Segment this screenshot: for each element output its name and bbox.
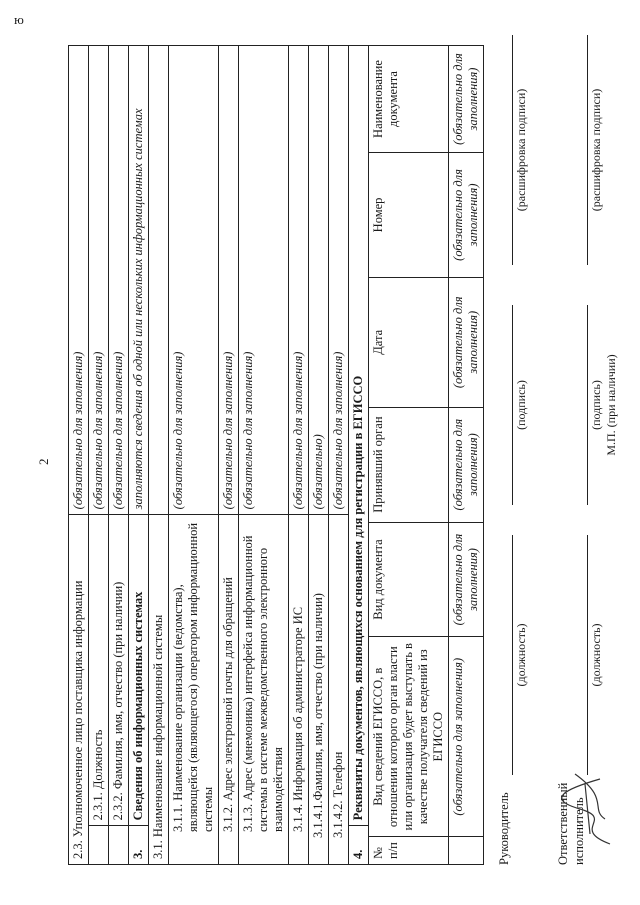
fill-cell: (обязательно для заполнения) — [449, 407, 484, 522]
section-4-number: 4. — [349, 826, 369, 865]
exec-caption-stamp: М.П. (при наличии) — [604, 354, 618, 456]
form-document — [68, 45, 484, 865]
row-3-1-4-1-value: (обязательно) — [309, 46, 329, 515]
col-header: Дата — [369, 277, 449, 407]
section-3-title: Сведения об информационных системах — [129, 515, 149, 826]
table-row — [129, 46, 149, 865]
head-position-line — [512, 535, 513, 775]
row-3-1-4-value: (обязательно для заполнения) — [289, 46, 309, 515]
row-2-3-value: (обязательно для заполнения) — [69, 46, 89, 515]
fill-cell: (обязательно для заполнения) — [449, 637, 484, 837]
table-row — [239, 46, 289, 865]
row-3-1-2-label: 3.1.2. Адрес электронной почты для обращений — [219, 515, 239, 865]
table-row — [109, 46, 129, 865]
table-row — [349, 46, 369, 865]
fill-cell: (обязательно для заполнения) — [449, 153, 484, 278]
head-decoding-line — [512, 35, 513, 265]
table-row — [219, 46, 239, 865]
exec-label-line1: Ответственный — [556, 782, 570, 865]
exec-decoding-line — [587, 35, 588, 265]
row-3-1-3-label: 3.1.3. Адрес (мнемоника) интерфейса информационной системы в системе межведомственного электронного взаимодействия — [239, 515, 289, 865]
row-3-1-4-2-value: (обязательно для заполнения) — [329, 46, 349, 515]
fill-row — [449, 46, 484, 865]
fill-cell: (обязательно для заполнения) — [449, 522, 484, 637]
row-2-3-1-label: 2.3.1. Должность — [89, 515, 109, 826]
section-3-number: 3. — [129, 826, 149, 865]
exec-label-line2: исполнитель — [572, 797, 586, 865]
row-2-3-2-label: 2.3.2. Фамилия, имя, отчество (при наличии) — [109, 515, 129, 826]
row-3-1-4-2-label: 3.1.4.2. Телефон — [329, 515, 349, 865]
exec-caption-signature: (подпись) — [589, 380, 603, 430]
row-3-1-1-value: (обязательно для заполнения) — [169, 46, 219, 515]
page-number: 2 — [36, 458, 51, 465]
head-signature-line — [512, 305, 513, 505]
row-3-1-2-value: (обязательно для заполнения) — [219, 46, 239, 515]
table-row — [329, 46, 349, 865]
row-3-1-label: 3.1. Наименование информационной системы — [149, 515, 169, 865]
col-header: Наименование документа — [369, 46, 449, 153]
form-table — [68, 45, 369, 865]
row-3-1-3-value: (обязательно для заполнения) — [239, 46, 289, 515]
table-row — [69, 46, 89, 865]
col-header: Вид сведений ЕГИССО, в отношении которого орган власти или организация будет выступать в качестве получателя сведений из ЕГИССО — [369, 637, 449, 837]
fill-cell: (обязательно для заполнения) — [449, 46, 484, 153]
row-2-3-1-value: (обязательно для заполнения) — [89, 46, 109, 515]
row-2-3-label: 2.3. Уполномоченное лицо поставщика информации — [69, 515, 89, 865]
col-header: Вид документа — [369, 522, 449, 637]
col-header: Принявший орган — [369, 407, 449, 522]
exec-position-line — [587, 535, 588, 775]
header-row — [369, 46, 449, 865]
row-3-1-4-label: 3.1.4. Информация об администраторе ИС — [289, 515, 309, 865]
table-row — [89, 46, 109, 865]
head-caption-position: (должность) — [514, 623, 528, 687]
exec-caption-decoding: (расшифровка подписи) — [589, 88, 603, 212]
fill-cell: (обязательно для заполнения) — [449, 277, 484, 407]
head-caption-decoding: (расшифровка подписи) — [514, 88, 528, 212]
section-4-title: Реквизиты документов, являющихся основанием для регистрации в ЕГИССО — [349, 46, 369, 826]
fill-cell — [449, 837, 484, 865]
table-row — [149, 46, 169, 865]
table-row — [169, 46, 219, 865]
exec-caption-position: (должность) — [589, 623, 603, 687]
row-2-3-2-value: (обязательно для заполнения) — [109, 46, 129, 515]
section-3-note: заполняются сведения об одной или нескольких информационных системах — [129, 46, 149, 515]
table-row — [309, 46, 329, 865]
col-header: Номер — [369, 153, 449, 278]
table-row — [289, 46, 309, 865]
head-label: Руководитель — [497, 792, 511, 865]
head-caption-signature: (подпись) — [514, 380, 528, 430]
row-3-1-4-1-label: 3.1.4.1.Фамилия, имя, отчество (при наличии) — [309, 515, 329, 865]
exec-signature-line — [587, 305, 588, 505]
corner-mark: ю — [14, 12, 24, 28]
row-3-1-1-label: 3.1.1. Наименование организации (ведомства), являющейся (являющегося) оператором информационной системы — [169, 515, 219, 865]
handwritten-signature — [560, 769, 620, 849]
col-header: № п/п — [369, 837, 449, 865]
documents-table — [368, 45, 484, 865]
